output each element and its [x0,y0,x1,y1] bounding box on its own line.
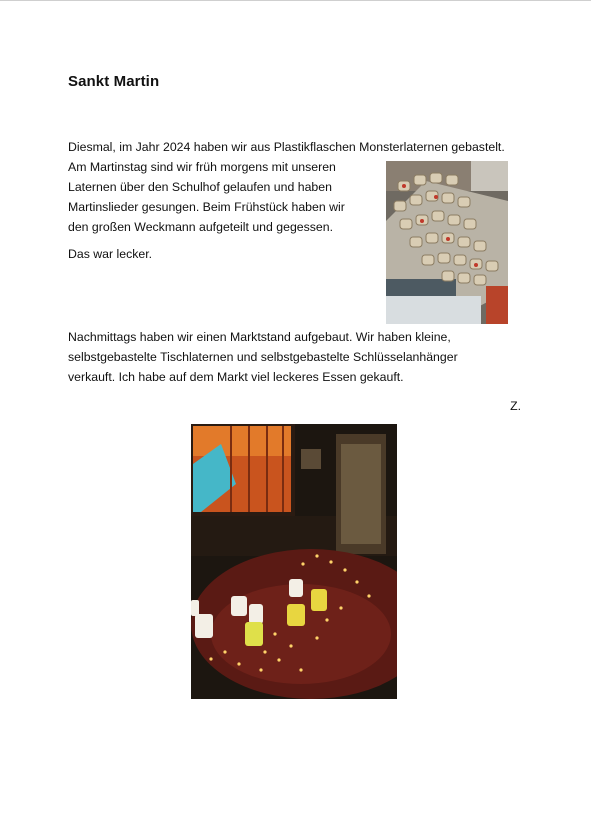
page-title: Sankt Martin [68,73,160,90]
paragraph1-line: Laternen über den Schulhof gelaufen und haben [68,180,332,194]
market-stand-photo [191,424,397,699]
paragraph1-line: Am Martinstag sind wir früh morgens mit unseren [68,160,336,174]
lanterns-photo [386,161,508,324]
paragraph3-line: verkauft. Ich habe auf dem Markt viel leckeres Essen gekauft. [68,370,404,384]
paragraph2: Das war lecker. [68,247,153,261]
author-signature: Z. [510,399,521,413]
paragraph1-line: den großen Weckmann aufgeteilt und gegessen. [68,220,334,234]
intro-line: Diesmal, im Jahr 2024 haben wir aus Plastikflaschen Monsterlaternen gebastelt. [68,140,505,154]
paragraph1-line: Martinslieder gesungen. Beim Frühstück haben wir [68,200,345,214]
paragraph3-line: Nachmittags haben wir einen Marktstand aufgebaut. Wir haben kleine, [68,330,451,344]
paragraph3-line: selbstgebastelte Tischlaternen und selbstgebastelte Schlüsselanhänger [68,350,458,364]
